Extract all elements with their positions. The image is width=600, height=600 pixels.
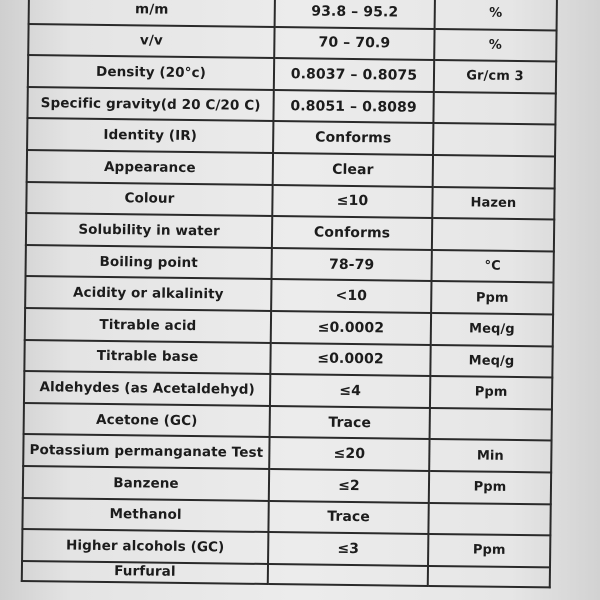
parameter-cell: Potassium permanganate Test	[23, 434, 269, 469]
unit-cell	[428, 566, 550, 587]
parameter-cell: Boiling point	[26, 245, 272, 280]
value-cell	[268, 564, 428, 586]
parameter-cell: Identity (IR)	[27, 118, 273, 153]
unit-cell: Min	[429, 439, 551, 472]
value-cell: 0.8051 – 0.8089	[273, 90, 433, 124]
parameter-cell: Specific gravity(d 20 C/20 C)	[27, 87, 273, 122]
unit-cell: Meq/g	[430, 344, 552, 377]
unit-cell: Ppm	[428, 534, 550, 567]
parameter-cell: Colour	[26, 182, 272, 217]
value-cell: 78-79	[271, 248, 431, 282]
value-cell: ≤0.0002	[271, 311, 431, 345]
parameter-cell: Acetone (GC)	[24, 403, 270, 438]
value-cell: ≤0.0002	[270, 343, 430, 377]
unit-cell	[430, 408, 552, 441]
unit-cell	[433, 92, 555, 125]
value-cell: ≤10	[272, 185, 432, 219]
value-cell: ≤2	[269, 469, 429, 503]
unit-cell	[433, 123, 555, 156]
value-cell: Clear	[273, 153, 433, 187]
unit-cell: %	[435, 0, 557, 30]
value-cell: Conforms	[272, 216, 432, 250]
parameter-cell: v/v	[28, 24, 274, 59]
unit-cell	[428, 502, 550, 535]
value-cell: ≤20	[269, 437, 429, 471]
parameter-cell: Higher alcohols (GC)	[22, 529, 268, 564]
unit-cell: Hazen	[432, 187, 554, 220]
parameter-cell: Methanol	[22, 497, 268, 532]
unit-cell: Ppm	[429, 471, 551, 504]
unit-cell: Ppm	[431, 281, 553, 314]
value-cell: Trace	[268, 500, 428, 534]
parameter-cell: m/m	[29, 0, 275, 27]
specification-table	[21, 0, 558, 588]
value-cell: 93.8 – 95.2	[275, 0, 435, 29]
unit-cell: %	[434, 29, 556, 62]
unit-cell: Meq/g	[431, 313, 553, 346]
value-cell: <10	[271, 279, 431, 313]
parameter-cell: Titrable acid	[25, 308, 271, 343]
value-cell: Conforms	[273, 121, 433, 155]
parameter-cell: Appearance	[27, 150, 273, 185]
unit-cell: Ppm	[430, 376, 552, 409]
unit-cell	[433, 155, 555, 188]
parameter-cell: Acidity or alkalinity	[25, 276, 271, 311]
table-body	[22, 0, 557, 587]
value-cell: 0.8037 – 0.8075	[274, 58, 434, 92]
parameter-cell: Solubility in water	[26, 213, 272, 248]
unit-cell: Gr/cm 3	[434, 60, 556, 93]
parameter-cell: Titrable base	[24, 340, 270, 375]
value-cell: ≤3	[268, 532, 428, 566]
value-cell: 70 – 70.9	[274, 27, 434, 61]
unit-cell: °C	[431, 250, 553, 283]
value-cell: Trace	[270, 406, 430, 440]
parameter-cell: Furfural	[22, 561, 268, 584]
parameter-cell: Aldehydes (as Acetaldehyd)	[24, 371, 270, 406]
parameter-cell: Density (20°c)	[28, 55, 274, 90]
unit-cell	[432, 218, 554, 251]
parameter-cell: Banzene	[23, 466, 269, 501]
value-cell: ≤4	[270, 374, 430, 408]
